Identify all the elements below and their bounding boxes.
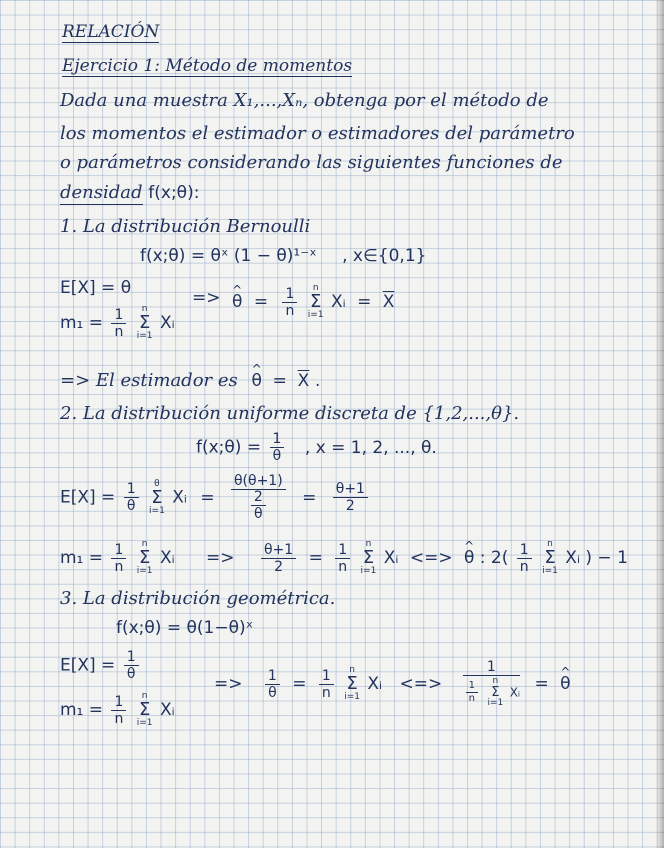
ex3-inner-den: n [468, 693, 475, 704]
ex3-inner-sum-sub: i=1 [487, 698, 504, 708]
ex2-lhs-num: θ+1 [261, 543, 296, 559]
ex1-m1-num: 1 [111, 308, 126, 324]
page-edge-shadow [656, 0, 664, 848]
ex2-lhs-fraction [261, 543, 296, 574]
ex2-big-den: θ [254, 506, 263, 522]
ex1-pdf-formula: f(x;θ) = θˣ (1 − θ)¹⁻ˣ [140, 246, 317, 266]
ex2-sol-suffix: ) − 1 [585, 548, 628, 568]
ex2-sol-num: 1 [517, 543, 532, 559]
ex3-pdf: f(x;θ) = θ(1−θ)ˣ [116, 618, 254, 638]
ex1-heading: 1. La distribución Bernoulli [60, 216, 311, 237]
ex1-implies: => [192, 288, 221, 308]
ex1-m1-sum-sup: n [141, 304, 148, 314]
ex2-ex-eq-1: = [200, 487, 215, 508]
ex3-m1-lhs: m₁ = [60, 700, 104, 720]
ex3-heading: 3. La distribución geométrica. [60, 588, 336, 609]
ex2-result-den: 2 [345, 498, 355, 514]
ex2-ex-xi: Xᵢ [172, 487, 187, 508]
ex2-lhs-den: 2 [274, 558, 284, 575]
ex2-rhs-num: 1 [335, 543, 350, 559]
ex2-m1-fraction [111, 543, 126, 574]
ex1-theta-hat: ^ θ [232, 294, 242, 311]
ex2-result-num: θ+1 [333, 482, 368, 498]
ex2-rhs-sum [361, 540, 377, 576]
ex1-conclusion [60, 372, 320, 390]
ex3-m1-sum-sub: i=1 [136, 718, 153, 728]
ex2-ex-sigma: Σ [151, 486, 163, 508]
ex1-m1-lhs: m₁ = [60, 313, 104, 333]
ex2-sol-prefix: : 2( [479, 548, 509, 568]
ex2-m1-xi: Xᵢ [159, 548, 175, 568]
ex3-m1-sum [137, 692, 153, 728]
ex3-ex-den: θ [126, 666, 136, 682]
ex2-ex-lhs: E[X] = [60, 487, 116, 508]
ex2-m1-den: n [114, 558, 124, 575]
ex1-conclusion-theta-hat: ^ θ [252, 373, 262, 390]
ex2-ex-sum-sup: θ [154, 478, 160, 489]
ex2-rhs-sum-sup: n [365, 539, 372, 549]
ex2-sol-sum-sup: n [547, 539, 553, 549]
ex1-eq-2: = [357, 292, 372, 312]
ex3-rhs-sigma: Σ [346, 673, 358, 694]
ex1-m1-fraction [111, 308, 126, 339]
ex3-inner-xi: Xᵢ [509, 685, 521, 700]
intro-line-4 [60, 184, 199, 202]
ex3-m1-num: 1 [111, 695, 126, 711]
ex1-conclusion-eq: = [272, 371, 287, 391]
ex2-ex-sum [149, 480, 165, 516]
ex3-big-num: 1 [463, 660, 520, 676]
intro-density-notation: f(x;θ): [148, 183, 200, 203]
ex2-m1-sum [137, 540, 153, 576]
ex2-expectation [60, 474, 371, 521]
ex1-pdf [140, 248, 426, 265]
ex2-ex-fraction [124, 482, 139, 513]
ex2-theta-hat: ^ θ [464, 550, 474, 567]
ex3-big-fraction [463, 660, 520, 708]
exercise-heading: Ejercicio 1: Método de momentos [62, 56, 353, 76]
ex2-ex-num: 1 [124, 482, 139, 498]
ex2-big-num: θ(θ+1) [231, 474, 286, 490]
ex2-rhs-sigma: Σ [362, 547, 375, 568]
ex1-pdf-domain: , x∈{0,1} [342, 246, 427, 266]
ex3-iff: <=> [399, 674, 443, 694]
ex3-m1-fraction [111, 695, 126, 726]
intro-line-2: los momentos el estimador o estimadores del parámetro [60, 123, 575, 144]
ex3-rhs-fraction [319, 669, 334, 700]
ex3-m1-den: n [114, 710, 124, 727]
ex1-est-num: 1 [282, 287, 297, 303]
ex3-inner-sigma: Σ [491, 685, 500, 700]
ex3-rhs-sum [344, 666, 360, 702]
ex2-big-fraction [231, 474, 286, 521]
ex1-expectation: E[X] = θ [60, 278, 132, 298]
ex3-m1-sum-sup: n [141, 691, 148, 701]
ex2-implies: => [206, 548, 235, 568]
ex2-m1-sigma: Σ [138, 547, 151, 568]
ex1-est-den: n [285, 302, 295, 319]
intro-line-3: o parámetros considerando las siguientes funciones de [60, 152, 563, 173]
relacion-heading: RELACIÓN [62, 22, 160, 42]
ex1-m1-den: n [114, 323, 124, 340]
ex1-m1-sum-sub: i=1 [136, 331, 153, 341]
ex3-ex-lhs: E[X] = [60, 655, 116, 676]
ex2-m1-lhs: m₁ = [60, 548, 104, 568]
intro-line-1: Dada una muestra X₁,...,Xₙ, obtenga por el método de [60, 90, 549, 111]
ex1-est-sum-sup: n [312, 283, 319, 293]
ex1-conclusion-end: . [315, 371, 321, 391]
ex2-sol-sigma: Σ [544, 547, 556, 568]
ex1-est-sum [308, 284, 324, 320]
ex3-expectation [60, 650, 142, 681]
ex2-pdf [196, 432, 437, 463]
ex2-moment-line [60, 540, 628, 576]
ex2-ex-den: θ [126, 498, 136, 514]
ex1-est-sum-sub: i=1 [307, 310, 324, 320]
ex2-sol-den: n [519, 558, 529, 575]
ex2-sol-sum-sub: i=1 [542, 566, 558, 576]
ex2-pdf-lhs: f(x;θ) = [196, 437, 262, 458]
ex2-sol-fraction [517, 543, 532, 574]
ex1-moment [60, 305, 175, 341]
ex2-pdf-fraction [270, 432, 285, 463]
ex3-theta-hat: ^ θ [560, 676, 570, 693]
ex3-rhs-num: 1 [319, 669, 334, 685]
ex2-pdf-den: θ [272, 448, 282, 464]
ex3-solution-line [214, 660, 571, 708]
ex3-lhs-den: θ [268, 684, 277, 701]
ex2-ex-sum-sub: i=1 [149, 505, 165, 516]
ex2-pdf-domain: , x = 1, 2, ..., θ. [304, 437, 437, 458]
ex2-result-fraction [333, 482, 368, 513]
ex1-est-sigma: Σ [310, 291, 322, 312]
ex3-implies: => [214, 674, 243, 694]
ex2-rhs-fraction [335, 543, 350, 574]
ex1-conclusion-prefix: => El estimador es [60, 370, 238, 391]
ex2-big-mid: 2 [251, 490, 266, 506]
ex2-m1-sum-sup: n [141, 539, 148, 549]
ex1-m1-sum [137, 305, 153, 341]
ex3-lhs-fraction [265, 669, 280, 700]
ex3-rhs-den: n [321, 684, 331, 701]
intro-densidad-word: densidad [60, 182, 143, 203]
ex2-m1-num: 1 [111, 543, 126, 559]
ex3-moment [60, 692, 175, 728]
ex2-eq-3: = [308, 548, 323, 568]
ex2-m1-sum-sub: i=1 [136, 566, 153, 576]
ex3-eq-1: = [292, 674, 307, 694]
ex3-rhs-sum-sub: i=1 [344, 692, 360, 702]
ex2-pdf-num: 1 [270, 432, 285, 448]
ex3-inner-num: 1 [466, 681, 478, 693]
ex1-xbar: $\overline{X}$ [382, 292, 395, 312]
ex1-est-fraction [282, 287, 297, 318]
ex3-inner-sum [487, 677, 503, 708]
ex1-conclusion-xbar: $\overline{X}$ [297, 371, 310, 391]
ex1-m1-xi: Xᵢ [159, 313, 175, 333]
ex3-ex-fraction [124, 650, 139, 681]
ex3-rhs-sum-sup: n [349, 665, 355, 675]
ex1-m1-sigma: Σ [138, 312, 151, 333]
ex2-sol-sum [542, 540, 558, 576]
ex2-rhs-den: n [338, 558, 348, 575]
ex2-heading: 2. La distribución uniforme discreta de {1,2,...,θ}. [60, 403, 520, 424]
ex1-estimator-eq [232, 284, 394, 320]
ex3-rhs-xi: Xᵢ [367, 674, 383, 694]
ex3-inner-sum-sup: n [492, 676, 499, 686]
ex3-m1-sigma: Σ [138, 699, 151, 720]
ex3-big-den [463, 676, 520, 708]
ex2-ex-eq-2: = [302, 487, 317, 508]
ex2-rhs-xi: Xᵢ [383, 548, 399, 568]
ex2-rhs-sum-sub: i=1 [360, 566, 377, 576]
ex2-iff: <=> [409, 548, 453, 568]
ex2-sol-xi: Xᵢ [565, 548, 580, 568]
ex1-est-xi: Xᵢ [330, 292, 346, 312]
ex3-ex-num: 1 [124, 650, 139, 666]
ex3-lhs-num: 1 [265, 669, 280, 685]
ex1-eq-1: = [253, 292, 269, 312]
ex3-m1-xi: Xᵢ [159, 700, 175, 720]
ex3-eq-2: = [534, 674, 549, 694]
ex3-inner-fraction [466, 681, 478, 704]
